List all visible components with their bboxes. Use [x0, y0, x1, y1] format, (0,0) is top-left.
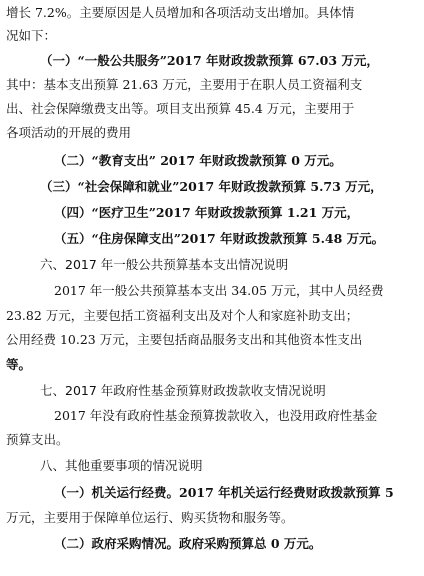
text-line: 2017 年一般公共预算基本支出 34.05 万元，其中人员经费 — [54, 283, 384, 298]
text-line: 2017 年没有政府性基金预算拨款收入，也没用政府性基金 — [54, 408, 378, 423]
subheading-general-public-services: （一）“一般公共服务”2017 年财政拨款预算 67.03 万元， — [40, 53, 379, 68]
section-heading-6: 六、2017 年一般公共预算基本支出情况说明 — [40, 257, 289, 272]
text-line: 公用经费 10.23 万元，主要包括商品服务支出和其他资本性支出 — [6, 332, 363, 347]
text-line: 23.82 万元，主要包括工资福利支出及对个人和家庭补助支出； — [6, 308, 359, 323]
text-line: 其中：基本支出预算 21.63 万元，主要用于在职人员工资福利支 — [6, 77, 363, 92]
text-line: 各项活动的开展的费用 — [6, 125, 132, 140]
section-heading-7: 七、2017 年政府性基金预算财政拨款收支情况说明 — [40, 383, 326, 398]
subheading-health: （四）“医疗卫生”2017 年财政拨款预算 1.21 万元， — [54, 205, 360, 220]
text-line: 况如下： — [6, 28, 57, 43]
subheading-procurement: （二）政府采购情况。政府采购预算总 0 万元。 — [54, 536, 322, 551]
text-line: 万元，主要用于保障单位运行、购买货物和服务等。 — [6, 510, 294, 525]
subheading-housing: （五）“住房保障支出”2017 年财政拨款预算 5.48 万元。 — [54, 231, 385, 246]
section-heading-8: 八、其他重要事项的情况说明 — [40, 458, 203, 473]
text-line: 等。 — [6, 357, 32, 372]
text-line: 预算支出。 — [6, 432, 69, 447]
text-line: 增长 7.2%。主要原因是人员增加和各项活动支出增加。具体情 — [6, 5, 355, 20]
subheading-operating-funds: （一）机关运行经费。2017 年机关运行经费财政拨款预算 5 — [54, 485, 394, 500]
subheading-education: （二）“教育支出” 2017 年财政拨款预算 0 万元。 — [54, 153, 342, 168]
text-line: 出、社会保障缴费支出等。项目支出预算 45.4 万元，主要用于 — [6, 101, 355, 116]
subheading-social-security: （三）“社会保障和就业”2017 年财政拨款预算 5.73 万元， — [40, 179, 383, 194]
